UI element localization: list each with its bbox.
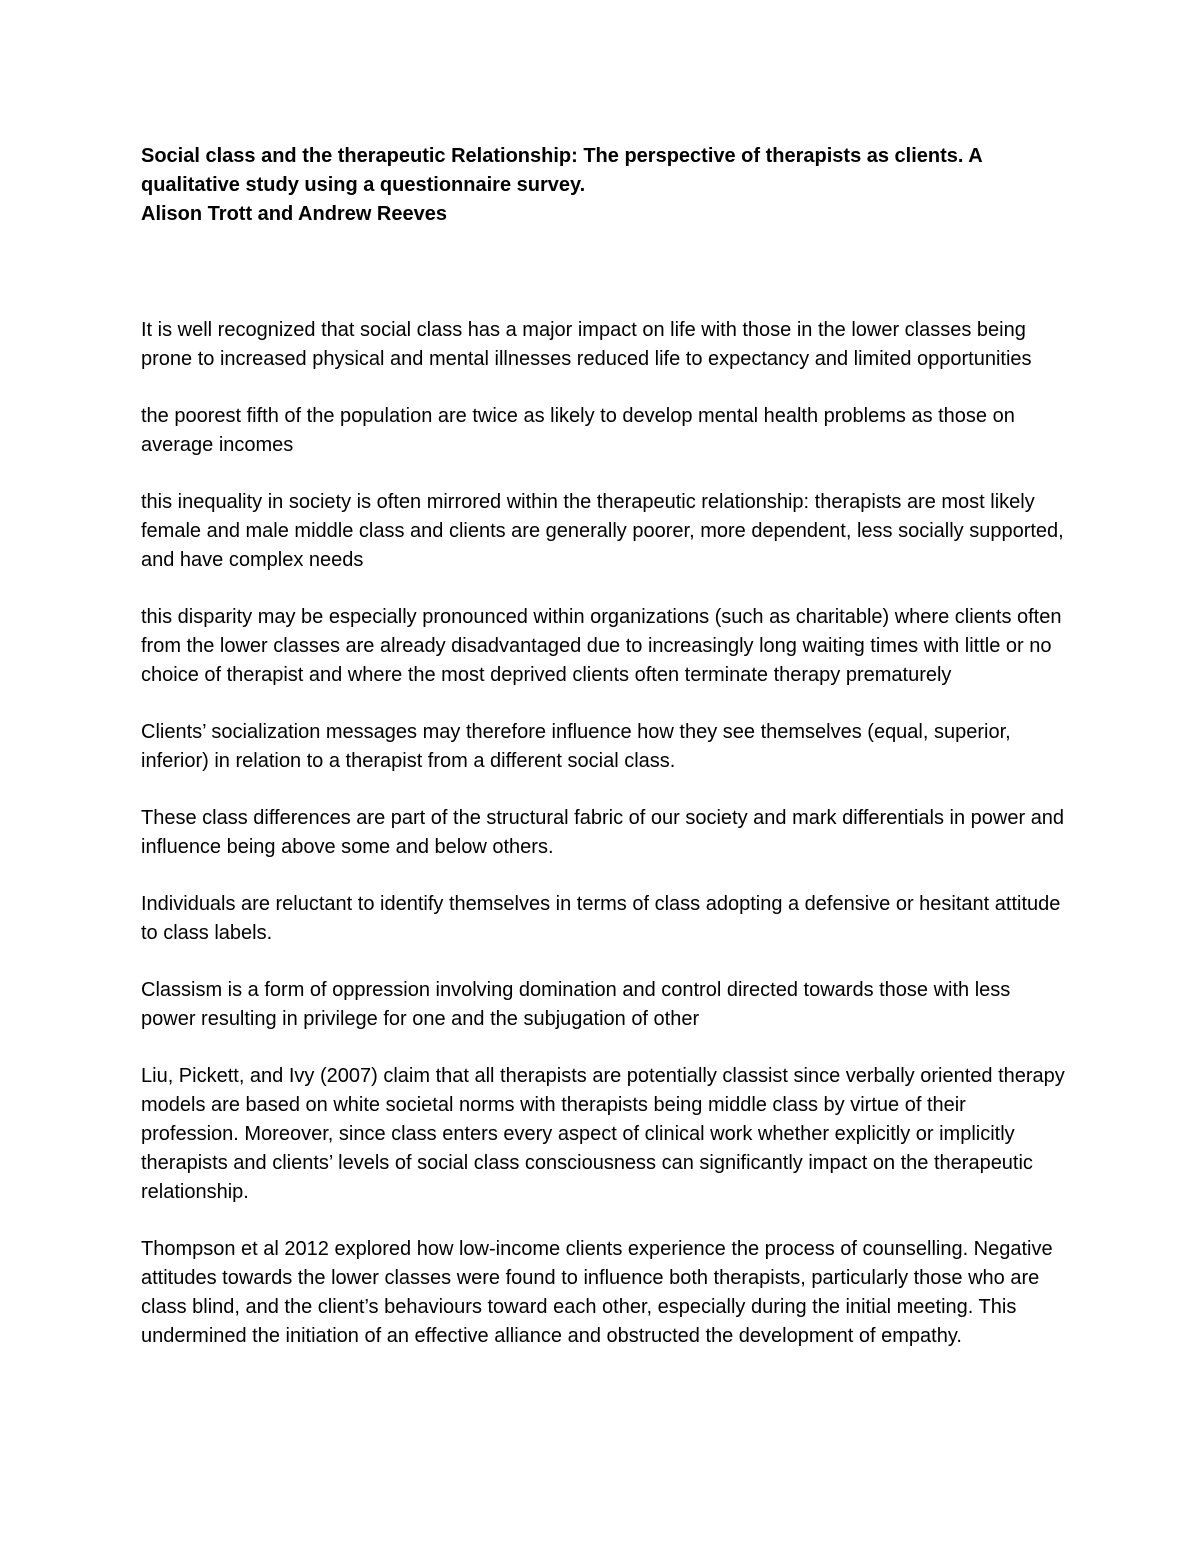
- paragraph-7: Individuals are reluctant to identify themselves in terms of class adopting a defensive or hesitant attitude to class labels.: [141, 893, 1061, 944]
- document-authors: Alison Trott and Andrew Reeves: [141, 203, 447, 225]
- document-title-line-2: qualitative study using a questionnaire survey.: [141, 174, 586, 196]
- paragraph-9: Liu, Pickett, and Ivy (2007) claim that all therapists are potentially classist since verbally oriented therapy models are based on white societal norms with therapists being middle class by virtue of their profession. Moreover, since class enters every aspect of clinical work whether explicitly or implicitly therapists and clients’ levels of social class consciousness can significantly impact on the therapeutic relationship.: [141, 1065, 1065, 1203]
- paragraph-8: Classism is a form of oppression involving domination and control directed towards those with less power resulting in privilege for one and the subjugation of other: [141, 979, 1011, 1030]
- paragraph-5: Clients’ socialization messages may therefore influence how they see themselves (equal, superior, inferior) in relation to a therapist from a different social class.: [141, 721, 1011, 772]
- paragraph-10: Thompson et al 2012 explored how low-income clients experience the process of counselling. Negative attitudes towards the lower classes were found to influence both therapists, particularly those who are class blind, and the client’s behaviours toward each other, especially during the initial meeting. This undermined the initiation of an effective alliance and obstructed the development of empathy.: [141, 1238, 1053, 1347]
- document-heading: [141, 142, 1066, 229]
- paragraph-6: These class differences are part of the structural fabric of our society and mark differentials in power and influence being above some and below others.: [141, 807, 1065, 858]
- paragraph-3: this inequality in society is often mirrored within the therapeutic relationship: therapists are most likely female and male middle class and clients are generally poorer, more dependent, less socially supported, and have complex needs: [141, 491, 1064, 571]
- paragraph-4: this disparity may be especially pronounced within organizations (such as charitable) where clients often from the lower classes are already disadvantaged due to increasingly long waiting times with little or no choice of therapist and where the most deprived clients often terminate therapy prematurely: [141, 606, 1062, 686]
- paragraph-1: It is well recognized that social class has a major impact on life with those in the lower classes being prone to increased physical and mental illnesses reduced life to expectancy and limited opportunities: [141, 319, 1032, 370]
- paragraph-2: the poorest fifth of the population are twice as likely to develop mental health problems as those on average incomes: [141, 405, 1015, 456]
- document-page: [141, 142, 1066, 1351]
- document-title-line-1: Social class and the therapeutic Relationship: The perspective of therapists as clients. A: [141, 145, 983, 167]
- heading-spacer: [141, 229, 1066, 316]
- document-body: [141, 316, 1066, 1351]
